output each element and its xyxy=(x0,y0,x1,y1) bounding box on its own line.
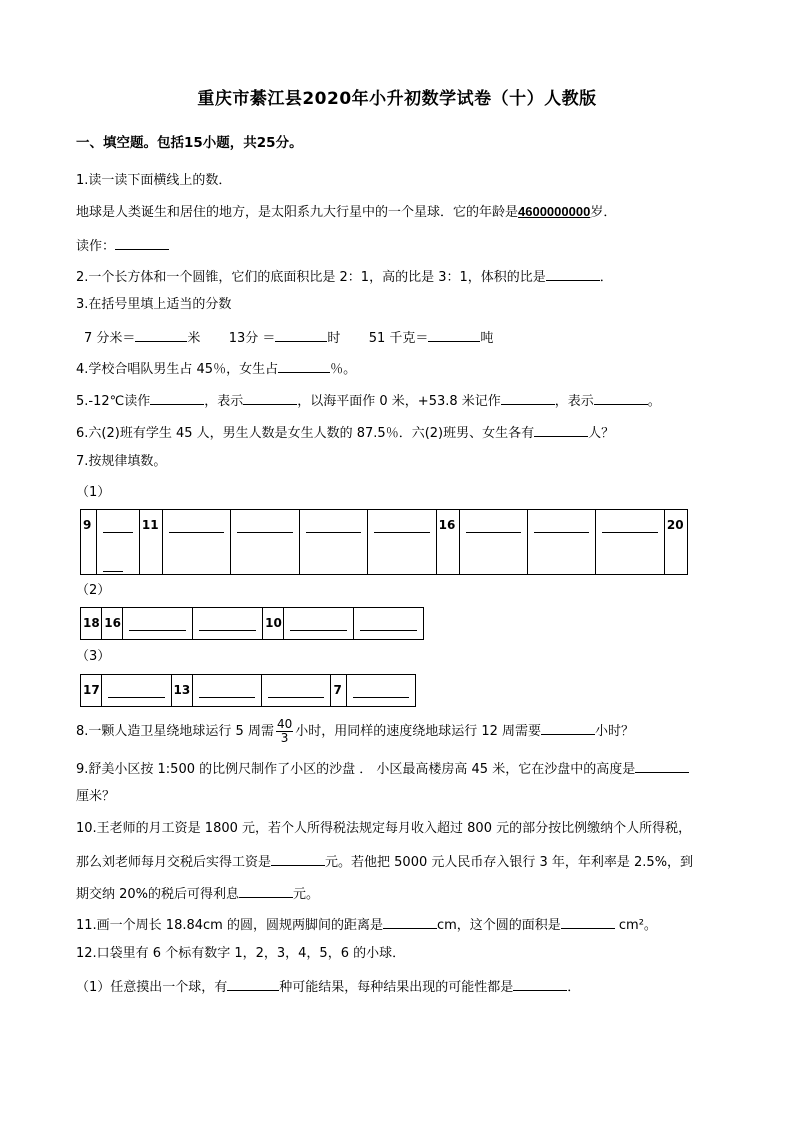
q12-blank-2[interactable] xyxy=(513,976,567,991)
q3-unit-a: 米 xyxy=(187,331,201,346)
q8-text-mid: 小时，用同样的速度绕地球运行 12 周需要 xyxy=(295,724,542,739)
q8-text-after: 小时？ xyxy=(595,724,635,739)
q5 xyxy=(76,390,661,411)
q2-text-after: ． xyxy=(599,270,613,285)
q4-text-after: ％。 xyxy=(330,362,357,377)
q3-item-a: 7 分米＝ xyxy=(84,331,136,346)
q2 xyxy=(76,266,613,287)
q1-number: 4600000000 xyxy=(518,204,591,219)
q5-part4: ，表示 xyxy=(554,394,594,409)
q6-text-after: 人？ xyxy=(588,426,615,441)
seq1-blank-extra xyxy=(103,559,123,572)
q6-text: 6.六(2)班有学生 45 人，男生人数是女生人数的 87.5％．六(2)班男、女生各有 xyxy=(76,426,535,441)
q12-sub1-text-a: （1）任意摸出一个球，有 xyxy=(76,980,228,995)
q3-item-b: 13分 ＝ xyxy=(228,331,276,346)
q7-sequence-table-2 xyxy=(80,607,424,640)
seq3-blank[interactable] xyxy=(199,685,255,698)
q5-blank-4[interactable] xyxy=(594,390,648,405)
section-heading: 一、填空题。包括15小题，共25分。 xyxy=(76,135,303,151)
q1-read xyxy=(76,235,169,256)
q1-read-label: 读作： xyxy=(76,239,116,254)
q8-answer-blank[interactable] xyxy=(541,720,595,735)
q10-text-3a: 期交纳 20%的税后可得利息 xyxy=(76,887,240,902)
seq1-blank[interactable] xyxy=(602,520,657,533)
q10-blank-2[interactable] xyxy=(239,883,293,898)
seq2-blank[interactable] xyxy=(360,618,417,631)
q11 xyxy=(76,914,657,935)
seq2-blank[interactable] xyxy=(199,618,256,631)
q10-text-2b: 元。若他把 5000 元人民币存入银行 3 年，年利率是 2.5%，到 xyxy=(325,855,694,870)
q12-sub1-text-c: ． xyxy=(567,980,581,995)
seq3-cell: 17 xyxy=(83,683,100,697)
q10-line2 xyxy=(76,851,693,872)
seq1-cell: 9 xyxy=(83,518,92,532)
q1-text-before: 地球是人类诞生和居住的地方，是太阳系九大行星中的一个星球．它的年龄是 xyxy=(76,205,519,220)
q11-part3: cm²。 xyxy=(614,918,657,933)
q7-part1-label: （1） xyxy=(76,485,111,500)
q7-part2-label: （2） xyxy=(76,583,111,598)
seq3-blank[interactable] xyxy=(353,685,409,698)
q6 xyxy=(76,422,614,443)
seq2-cell: 10 xyxy=(265,616,282,630)
q5-part2: ，表示 xyxy=(204,394,244,409)
seq1-blank[interactable] xyxy=(534,520,589,533)
q1-answer-blank[interactable] xyxy=(115,235,169,250)
q9-answer-blank[interactable] xyxy=(635,758,689,773)
q9-line2: 厘米？ xyxy=(76,789,116,804)
seq1-cell: 11 xyxy=(141,518,159,532)
q2-text: 2.一个长方体和一个圆锥，它们的底面积比是 2：1，高的比是 3：1，体积的比是 xyxy=(76,270,546,285)
q11-blank-2[interactable] xyxy=(561,914,615,929)
q7-sequence-table-3 xyxy=(80,674,416,707)
q2-answer-blank[interactable] xyxy=(546,266,600,281)
q1-text-after: 岁． xyxy=(590,205,617,220)
q5-part1: 5.-12℃读作 xyxy=(76,394,151,409)
q10-text-3b: 元。 xyxy=(293,887,320,902)
q11-blank-1[interactable] xyxy=(383,914,437,929)
q4 xyxy=(76,358,356,379)
seq3-blank[interactable] xyxy=(108,685,164,698)
q8 xyxy=(76,718,634,745)
q7-stem: 7.按规律填数。 xyxy=(76,454,167,469)
seq2-blank[interactable] xyxy=(290,618,347,631)
q3-blank-b[interactable] xyxy=(275,327,327,342)
seq2-cell: 16 xyxy=(104,616,121,630)
q9-line1 xyxy=(76,758,689,779)
q3-unit-b: 时 xyxy=(327,331,341,346)
q12-sub1-text-b: 种可能结果，每种结果出现的可能性都是 xyxy=(279,980,514,995)
seq1-blank[interactable] xyxy=(306,520,361,533)
seq3-cell: 7 xyxy=(333,683,342,697)
seq1-blank[interactable] xyxy=(237,520,292,533)
q9-text: 9.舒美小区按 1:500 的比例尺制作了小区的沙盘 ． 小区最高楼房高 45 米，它在沙盘中的高度是 xyxy=(76,762,636,777)
q10-text-2a: 那么刘老师每月交税后实得工资是 xyxy=(76,855,272,870)
q4-answer-blank[interactable] xyxy=(278,358,330,373)
q12-sub1 xyxy=(76,976,580,997)
q8-fraction-denominator: 3 xyxy=(280,731,289,745)
q3-blank-a[interactable] xyxy=(135,327,187,342)
seq1-cell: 16 xyxy=(438,518,456,532)
q10-blank-1[interactable] xyxy=(271,851,325,866)
seq2-blank[interactable] xyxy=(129,618,186,631)
seq1-blank[interactable] xyxy=(103,520,133,533)
q3-stem: 3.在括号里填上适当的分数 xyxy=(76,297,232,312)
q8-text: 8.一颗人造卫星绕地球运行 5 周需 xyxy=(76,724,274,739)
q3-blank-c[interactable] xyxy=(428,327,480,342)
q7-part3-label: （3） xyxy=(76,649,111,664)
seq1-blank[interactable] xyxy=(374,520,429,533)
q8-fraction xyxy=(276,718,293,745)
q12-blank-1[interactable] xyxy=(227,976,279,991)
q10-line1: 10.王老师的月工资是 1800 元，若个人所得税法规定每月收入超过 800 元的部分按比例缴纳个人所得税， xyxy=(76,821,692,836)
q5-part3: ，以海平面作 0 米，+53.8 米记作 xyxy=(297,394,501,409)
q11-part1: 11.画一个周长 18.84cm 的圆，圆规两脚间的距离是 xyxy=(76,918,383,933)
q5-part5: 。 xyxy=(647,394,661,409)
q12-stem: 12.口袋里有 6 个标有数字 1，2，3，4，5，6 的小球． xyxy=(76,946,406,961)
page-title: 重庆市綦江县2020年小升初数学试卷（十）人教版 xyxy=(197,89,597,109)
q10-line3 xyxy=(76,883,319,904)
q5-blank-3[interactable] xyxy=(501,390,555,405)
q7-sequence-table-1 xyxy=(80,509,688,575)
seq3-cell: 13 xyxy=(173,683,191,697)
q3-item-c: 51 千克＝ xyxy=(368,331,429,346)
q4-text: 4.学校合唱队男生占 45％，女生占 xyxy=(76,362,279,377)
q1-stem: 1.读一读下面横线上的数． xyxy=(76,173,232,188)
seq1-blank[interactable] xyxy=(169,520,224,533)
seq1-cell: 20 xyxy=(666,518,684,532)
q11-part2: cm，这个圆的面积是 xyxy=(436,918,561,933)
q3-unit-c: 吨 xyxy=(480,331,494,346)
q5-blank-2[interactable] xyxy=(243,390,297,405)
q5-blank-1[interactable] xyxy=(150,390,204,405)
q1-text xyxy=(76,203,616,222)
q3-items xyxy=(84,327,493,348)
seq3-blank[interactable] xyxy=(268,685,324,698)
q8-fraction-numerator: 40 xyxy=(276,717,293,731)
seq2-cell: 18 xyxy=(83,616,100,630)
seq1-blank[interactable] xyxy=(466,520,521,533)
q6-answer-blank[interactable] xyxy=(534,422,588,437)
